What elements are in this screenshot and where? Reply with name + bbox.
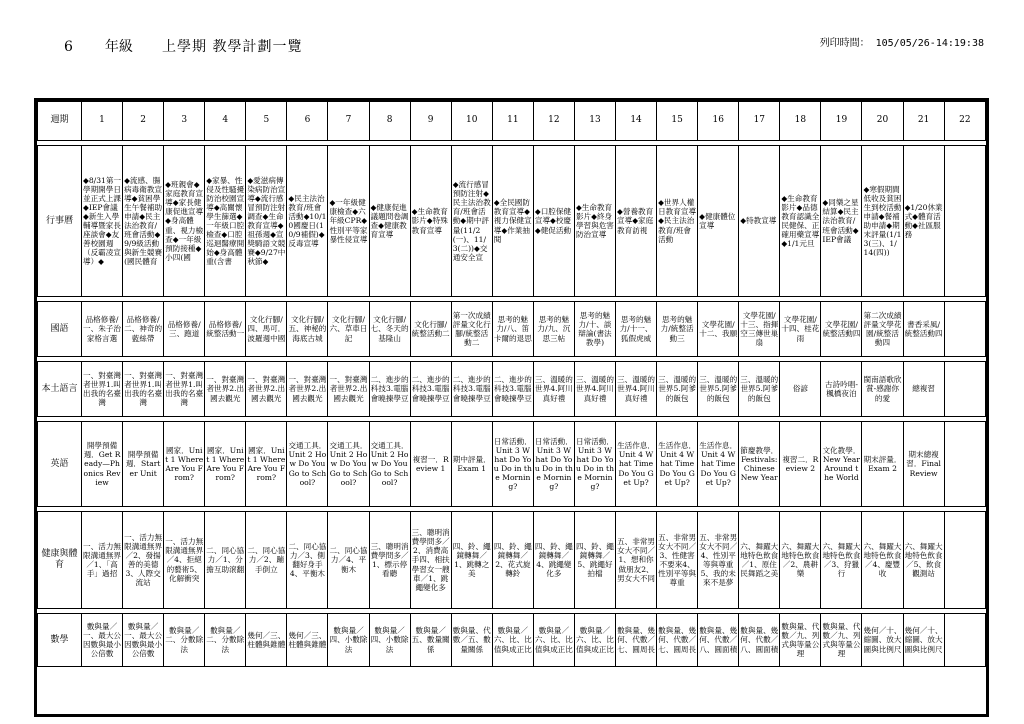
plan-cell: 一、對臺灣者世界2.出國去觀光 xyxy=(246,362,287,417)
plan-cell: 開學預備週．Starter Unit xyxy=(123,422,164,507)
plan-cell: 一、對臺灣者世界1.叫出我的名臺灣 xyxy=(123,362,164,417)
week-number: 3 xyxy=(164,102,205,141)
plan-cell: 國家．Unit 1 Where Are You From? xyxy=(205,422,246,507)
plan-cell: 節慶教學．Festivals: Chinese New Year xyxy=(739,422,780,507)
plan-cell xyxy=(944,422,985,507)
plan-cell: 幾何／三、柱體與錐體 xyxy=(287,614,328,667)
teaching-plan-table xyxy=(37,101,986,667)
plan-cell: 期末總複習．Final Review xyxy=(903,422,944,507)
plan-cell: 幾何／十、縮圖、放大圖與比例尺 xyxy=(862,614,903,667)
plan-cell: 數與量／六、比、比值與成正比 xyxy=(533,614,574,667)
plan-cell: 一、對臺灣者世界2.出國去觀光 xyxy=(205,362,246,417)
plan-cell xyxy=(944,512,985,609)
plan-cell: ◆健康體位宣導 xyxy=(698,146,739,297)
plan-cell: ◆同樂之星結算◆民主法治教育/班會活動◆IEP會議 xyxy=(821,146,862,297)
plan-cell: 品格修養/一、朱子治家格言選 xyxy=(82,302,123,357)
plan-cell: 交通工具．Unit 2 How Do You Go to School? xyxy=(328,422,369,507)
plan-cell xyxy=(944,362,985,417)
plan-cell: 數與量／四、小數除法 xyxy=(328,614,369,667)
plan-cell: 期中評量．Exam 1 xyxy=(451,422,492,507)
week-number: 5 xyxy=(246,102,287,141)
plan-cell: 三、溫暖的世界4.阿川真好禮 xyxy=(533,362,574,417)
plan-cell: 五、非常男女大不同／3、性健害不要來4、性別平等與尊重 xyxy=(657,512,698,609)
grade-label: 年級 xyxy=(104,39,133,55)
subject-label: 國語 xyxy=(38,302,82,357)
plan-cell: 數與量、代數／五、數量關係 xyxy=(451,614,492,667)
plan-cell: 五、非常男女大不同／4、性別平等與尊重5、我的未來不是夢 xyxy=(698,512,739,609)
week-number: 10 xyxy=(451,102,492,141)
plan-cell: 一、活力無限溝通無界／1、「高手」過招 xyxy=(82,512,123,609)
plan-cell: 數與量／一、最大公因數與最小公倍數 xyxy=(82,614,123,667)
plan-cell: 三、聰明消費學問多／2、消費高手四、相扶學習女一艘車／1、跳繩變化多 xyxy=(410,512,451,609)
plan-cell: 六、舞躍大地特色飲食／3、狩獵行 xyxy=(821,512,862,609)
grade-title xyxy=(64,36,165,56)
plan-cell: 日常活動．Unit 3 What Do You Do in the Morning? xyxy=(533,422,574,507)
plan-cell: 二、同心協力／3、側翻好身手4、平衡木 xyxy=(287,512,328,609)
plan-cell: ◆流行感冒預防注射◆民主法治教育/班會活動◆期中評量(11/2(一)、11/3(二))◆交通安全宣 xyxy=(451,146,492,297)
plan-cell: 六、舞躍大地特色飲食／5、飲食觀測站 xyxy=(903,512,944,609)
plan-cell: 二、進步的科技3.電腦會曉揀學豆 xyxy=(369,362,410,417)
plan-cell: ◆健康促進議題問卷調查◆健康教育宣導 xyxy=(369,146,410,297)
plan-cell xyxy=(944,302,985,357)
plan-cell: ◆口腔保健宣導◆校慶◆健促活動 xyxy=(533,146,574,297)
plan-cell: 三、溫暖的世界5.阿爹的飯包 xyxy=(657,362,698,417)
plan-cell: 數與量、幾何、代數／八、圓面積 xyxy=(739,614,780,667)
plan-cell: 複習二．Review 2 xyxy=(780,422,821,507)
subject-label: 健康與體育 xyxy=(38,512,82,609)
plan-cell: 文學花園/十三、指揮空三傳世巢扇 xyxy=(739,302,780,357)
week-number: 1 xyxy=(82,102,123,141)
plan-cell: 一、對臺灣者世界1.叫出我的名臺灣 xyxy=(82,362,123,417)
subject-row-math xyxy=(38,614,986,667)
plan-cell: 數與量、代數／九、列式與等量公理 xyxy=(780,614,821,667)
plan-cell: 文化行腳/統整活動二 xyxy=(410,302,451,357)
week-number: 6 xyxy=(287,102,328,141)
subject-row-calendar xyxy=(38,146,986,297)
plan-cell: 一、對臺灣者世界2.出國去觀光 xyxy=(287,362,328,417)
print-time xyxy=(820,34,984,49)
week-number: 11 xyxy=(492,102,533,141)
plan-cell: 二、進步的科技3.電腦會曉揀學豆 xyxy=(410,362,451,417)
plan-cell: ◆流感、腸病毒衛教宣導◆貧困學生午餐補助申請◆民主法治教育/班會活動◆9/9級活動與新生競賽(國民體育 xyxy=(123,146,164,297)
plan-cell: ◆全民國防教育宣導◆視力保健宣導◆作業抽閱 xyxy=(492,146,533,297)
plan-cell: 文化行腳/四、馬可．波羅週中國 xyxy=(246,302,287,357)
plan-cell: 開學預備週．Get Ready—Phonics Review xyxy=(82,422,123,507)
plan-cell: 數與量／五、數量關係 xyxy=(410,614,451,667)
plan-cell: ◆一年級健康檢查◆六年級CPR◆性別平等家暴性侵宣導 xyxy=(328,146,369,297)
plan-cell: 國家．Unit 1 Where Are You From? xyxy=(164,422,205,507)
plan-cell: 品格修養/三、跑道 xyxy=(164,302,205,357)
week-number: 21 xyxy=(903,102,944,141)
plan-cell: 四、鈴、繩鏡轉舞／2、花式旋轉鈴 xyxy=(492,512,533,609)
plan-cell: 日常活動．Unit 3 What Do You Do in the Morning? xyxy=(574,422,615,507)
week-number: 12 xyxy=(533,102,574,141)
subject-row-chinese xyxy=(38,302,986,357)
week-number: 19 xyxy=(821,102,862,141)
week-header-label: 週期 xyxy=(38,102,82,141)
week-number: 13 xyxy=(574,102,615,141)
plan-cell: ◆生命教育影片◆終身學習與危害防治宣導 xyxy=(574,146,615,297)
print-time-label: 列印時間： xyxy=(819,38,870,49)
plan-cell: 六、舞躍大地特色飲食／2、農耕樂 xyxy=(780,512,821,609)
plan-cell: 文化教學．New Year Around the World xyxy=(821,422,862,507)
plan-cell: 三、溫暖的世界4.阿川真好禮 xyxy=(574,362,615,417)
plan-cell: 文化行腳/六、草車日記 xyxy=(328,302,369,357)
plan-cell: ◆8/31第一學期開學日並正式上課◆IEP會議◆新生入學輔導暨家長座談會◆友善校園週（反霸凌宣導）◆ xyxy=(82,146,123,297)
plan-cell: 思考的魅力/統整活動三 xyxy=(657,302,698,357)
plan-cell: 數與量／二、分數除法 xyxy=(164,614,205,667)
plan-cell: 文學花園/十二、我願 xyxy=(698,302,739,357)
plan-cell: 一、對臺灣者世界2.出國去觀光 xyxy=(328,362,369,417)
plan-cell: 文學花園/十四、桂花雨 xyxy=(780,302,821,357)
plan-cell: ◆營養教育宣導◆家庭教育訪視 xyxy=(616,146,657,297)
plan-cell: 俗諺 xyxy=(780,362,821,417)
teaching-plan-table-frame xyxy=(34,98,989,717)
plan-cell: 數與量、代數／九、列式與等量公理 xyxy=(821,614,862,667)
subject-label: 行事曆 xyxy=(38,146,82,297)
plan-cell: 二、進步的科技3.電腦會曉揀學豆 xyxy=(451,362,492,417)
plan-cell: 交通工具．Unit 2 How Do You Go to School? xyxy=(287,422,328,507)
plan-cell: 生活作息．Unit 4 What Time Do You Get Up? xyxy=(657,422,698,507)
plan-cell: ◆特教宣導 xyxy=(739,146,780,297)
plan-cell: ◆生命教育影片◆特殊教育宣導 xyxy=(410,146,451,297)
plan-cell: 數與量、幾何、代數／七、圓周長 xyxy=(657,614,698,667)
plan-cell: 二、進步的科技3.電腦會曉揀學豆 xyxy=(492,362,533,417)
plan-cell: 思考的魅力/九、沉思三帖 xyxy=(533,302,574,357)
plan-cell: ◆民主法治教育/班會活動◆10/10國慶日(10/9補假)◆反毒宣導 xyxy=(287,146,328,297)
week-header-row xyxy=(38,102,986,141)
plan-cell: 國家．Unit 1 Where Are You From? xyxy=(246,422,287,507)
plan-cell: 古詩吟唱-楓橋夜泊 xyxy=(821,362,862,417)
week-number: 18 xyxy=(780,102,821,141)
subject-row-english xyxy=(38,422,986,507)
plan-cell: 三、溫暖的世界4.阿川真好禮 xyxy=(616,362,657,417)
plan-cell: 文學花園/統整活動四 xyxy=(821,302,862,357)
plan-cell: 一、活力無限溝通無界／4、拒絕的藝術5、化解衝突 xyxy=(164,512,205,609)
grade-number: 6 xyxy=(64,39,73,55)
plan-cell: 文化行腳/五、神秘的海底古城 xyxy=(287,302,328,357)
plan-cell: 思考的魅力/八、笛卡爾的退思 xyxy=(492,302,533,357)
week-number: 14 xyxy=(616,102,657,141)
plan-cell: 三、溫暖的世界5.阿爹的飯包 xyxy=(739,362,780,417)
week-number: 20 xyxy=(862,102,903,141)
plan-cell: 複習一．Review 1 xyxy=(410,422,451,507)
week-number: 15 xyxy=(657,102,698,141)
page-title xyxy=(162,36,302,56)
plan-cell: ◆愛滋病傳染病防治宣導◆流行感冒預防注射調查◆生命教育宣導◆祖孫週◆宣獎騎語文競賽◆9/27中秋節◆ xyxy=(246,146,287,297)
plan-cell: 五、非常男女大不同／1、想和你做朋友2、男女大不同 xyxy=(616,512,657,609)
week-number: 9 xyxy=(410,102,451,141)
plan-cell xyxy=(944,146,985,297)
plan-cell: 期末評量．Exam 2 xyxy=(862,422,903,507)
week-number: 2 xyxy=(123,102,164,141)
plan-cell: 數與量／二、分數除法 xyxy=(205,614,246,667)
plan-cell: 二、同心協力／1、分擔互助滾翻 xyxy=(205,512,246,609)
plan-cell: 數與量、幾何、代數／七、圓周長 xyxy=(616,614,657,667)
plan-cell: ◆寒假期間低收及貧困生到校活動申請◆餐補助申請◆期末評量(1/13(三)、1/14(四)) xyxy=(862,146,903,297)
subject-row-health-pe xyxy=(38,512,986,609)
plan-cell: 數與量、幾何、代數／八、圓面積 xyxy=(698,614,739,667)
plan-cell: ◆班親會◆家庭教育宣導◆家長健康促進宣導◆身高體重、視力檢查◆一年級預防接種◆小四(國 xyxy=(164,146,205,297)
plan-cell: 文化行腳/七、冬天的基隆山 xyxy=(369,302,410,357)
plan-cell: ◆1/20休業式◆體育活動◆社區服務 xyxy=(903,146,944,297)
plan-cell: 交通工具．Unit 2 How Do You Go to School? xyxy=(369,422,410,507)
subject-label: 本土語言 xyxy=(38,362,82,417)
week-number: 17 xyxy=(739,102,780,141)
subject-label: 英語 xyxy=(38,422,82,507)
plan-cell: 二、同心協力／2、蹦手倒立 xyxy=(246,512,287,609)
plan-cell: 數與量／四、小數除法 xyxy=(369,614,410,667)
plan-cell: 四、鈴、繩鏡轉舞／5、跳繩好拍檔 xyxy=(574,512,615,609)
plan-cell: 三、溫暖的世界5.阿爹的飯包 xyxy=(698,362,739,417)
plan-cell: 數與量／一、最大公因數與最小公倍數 xyxy=(123,614,164,667)
plan-cell: 品格修養/二、神奇的藍絲帶 xyxy=(123,302,164,357)
plan-cell: 一、對臺灣者世界1.叫出我的名臺灣 xyxy=(164,362,205,417)
week-number: 22 xyxy=(944,102,985,141)
plan-cell: 總複習 xyxy=(903,362,944,417)
print-time-value: 105/05/26-14:19:38 xyxy=(875,38,984,49)
plan-cell: 日常活動．Unit 3 What Do You Do in the Morning? xyxy=(492,422,533,507)
plan-cell: 幾何／三、柱體與錐體 xyxy=(246,614,287,667)
plan-cell xyxy=(944,614,985,667)
plan-cell: 四、鈴、繩鏡轉舞／4、跳繩變化多 xyxy=(533,512,574,609)
plan-cell: 六、舞躍大地特色飲食／4、慶豐收 xyxy=(862,512,903,609)
plan-cell: 一、活力無限溝通無界／2、發揚善的美德3、人際交流站 xyxy=(123,512,164,609)
plan-cell: 第二次成績評量文學花園/統整活動四 xyxy=(862,302,903,357)
plan-cell: 思考的魅力/十、談辯論(書法教學) xyxy=(574,302,615,357)
plan-cell: ◆世界人權日教育宣導◆民主法治教育/班會活動 xyxy=(657,146,698,297)
week-number: 16 xyxy=(698,102,739,141)
plan-cell: 幾何／十、縮圖、放大圖與比例尺 xyxy=(903,614,944,667)
week-number: 8 xyxy=(369,102,410,141)
week-number: 4 xyxy=(205,102,246,141)
plan-cell: 二、同心協力／4、平衡木 xyxy=(328,512,369,609)
subject-row-local-language xyxy=(38,362,986,417)
semester-label: 上學期 xyxy=(162,39,207,55)
plan-cell: 數與量／六、比、比值與成正比 xyxy=(492,614,533,667)
subject-label: 數學 xyxy=(38,614,82,667)
plan-cell: 閩南語歌欣賞-感謝你的愛 xyxy=(862,362,903,417)
plan-cell: ◆家暴、性侵及性騷擾防治校園宣導◆高關懷學生篩選◆一年級口腔檢查◆口腔巡迴醫療開始◆身高體重(含書 xyxy=(205,146,246,297)
plan-cell: 三、聰明消費學問多／1、標示停看聽 xyxy=(369,512,410,609)
week-number: 7 xyxy=(328,102,369,141)
plan-cell: 書香采風/統整活動四 xyxy=(903,302,944,357)
plan-title: 教學計劃一覽 xyxy=(212,39,303,55)
plan-cell: ◆生命教育影片◆品德教育認識全民健保、正確用藥宣導◆1/1元旦 xyxy=(780,146,821,297)
plan-cell: 四、鈴、繩鏡轉舞／1、跳轉之美 xyxy=(451,512,492,609)
plan-cell: 品格修養/統整活動一 xyxy=(205,302,246,357)
plan-cell: 六、舞躍大地特色飲食／1、原住民舞蹈之美 xyxy=(739,512,780,609)
plan-cell: 生活作息．Unit 4 What Time Do You Get Up? xyxy=(616,422,657,507)
plan-cell: 第一次成績評量文化行腳/統整活動二 xyxy=(451,302,492,357)
plan-cell: 生活作息．Unit 4 What Time Do You Get Up? xyxy=(698,422,739,507)
plan-cell: 思考的魅力/十一、狐假虎威 xyxy=(616,302,657,357)
plan-cell: 數與量／六、比、比值與成正比 xyxy=(574,614,615,667)
